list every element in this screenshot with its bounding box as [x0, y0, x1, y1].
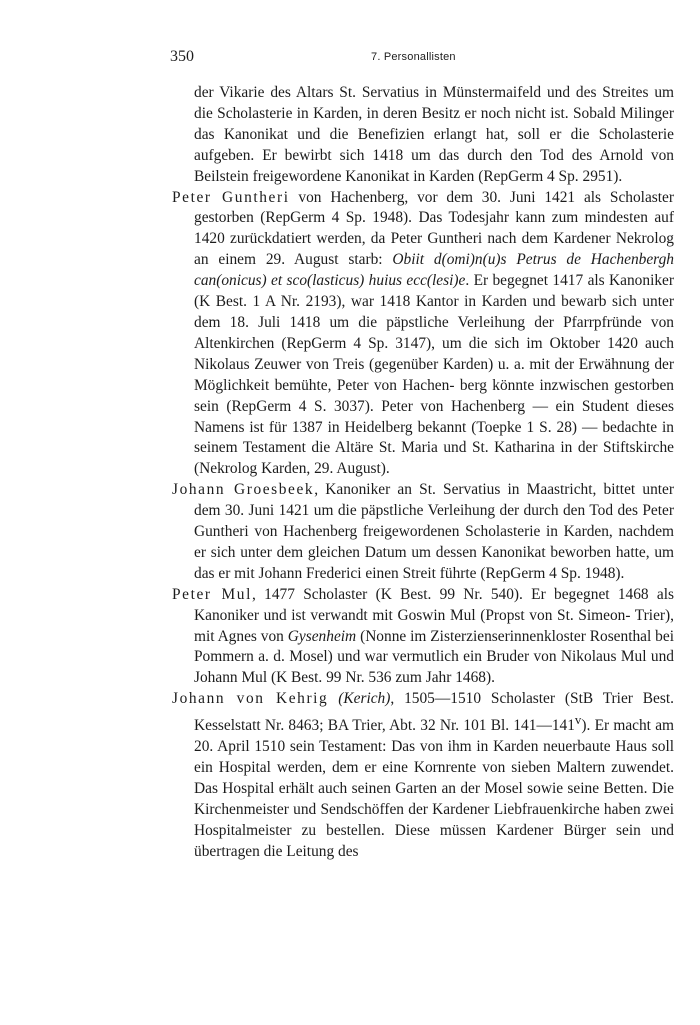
entry-peter-mul: [172, 585, 674, 690]
entry-name: Peter Mul: [172, 585, 252, 603]
entry-text: ). Er macht am 20. April 1510 sein Testament: Das von ihm in Karden neuerbaute Haus soll ein Hospital werden, dem er eine Kornrente von sieben Maltern zuwendet. Das Hospital erhält auch seinen Garten an der Mosel sowie seine Betten. Die Kirchenmeister und Sendschöffen der Kardener Liebfrauenkirche haben zwei Hospitalmeister zu bestellen. Diese müssen Kardener Bürger sein und übertragen die Leitung des: [194, 717, 674, 860]
entry-quote: Obiit d(omi)n(u)s Petrus de Hachenbergh can(onicus) et sco(lasticus) huius ecc(lesi)e: [194, 251, 674, 290]
entry-text: (Nonne im Zisterzienserinnenkloster Rosenthal bei Pommern a. d. Mosel) und war vermutlich ein Bruder von Nikolaus Mul und Johann Mul (K Best. 99 Nr. 536 zum Jahr 1468).: [194, 627, 674, 687]
entry-text: [328, 690, 338, 707]
entry-text: , Kanoniker an St. Servatius in Maastricht, bittet unter dem 30. Juni 1421 um die päpstliche Verleihung der durch den Tod des Peter Guntheri von Hachenberg freigewordenen Scholasterie in Karden, nachdem er sich unter dem gleichen Datum um dessen Kanonikat beworben hatte, um das er mit Johann Frederici einen Streit führte (RepGerm 4 Sp. 1948).: [194, 481, 675, 582]
page-number: 350: [170, 48, 194, 65]
entry-name-variant: (Kerich): [338, 690, 391, 708]
entry-name: Johann von Kehrig: [172, 690, 329, 708]
running-head: 7. Personallisten: [371, 51, 456, 63]
verso-superscript: v: [574, 713, 582, 728]
entry-peter-guntheri: [172, 188, 674, 481]
entry-johann-groesbeek: [172, 480, 674, 585]
entry-text: , 1477 Scholaster (K Best. 99 Nr. 540). Er begegnet 1468 als Kanoniker und ist verwandt mit Goswin Mul (Propst von St. Simeon- Trier), mit Agnes von: [194, 585, 675, 645]
entry-text: von Hachenberg, vor dem 30. Juni 1421 als Scholaster gestorben (RepGerm 4 Sp. 1948). Das Todesjahr kann zum mindesten auf 1420 zurückdatiert werden, da Peter Guntheri nach dem Kardener Nekrolog an einem 29. August starb:: [194, 188, 674, 269]
entry-name: Johann Groesbeek: [172, 481, 315, 499]
entry-text: . Er begegnet 1417 als Kanoniker (K Best. 1 A Nr. 2193), war 1418 Kantor in Karden und bewarb sich unter dem 18. Juli 1418 um die päpstliche Verleihung der Pfarrpfründe von Altenkirchen (RepGerm 4 Sp. 3147), um die sich im Oktober 1420 auch Nikolaus Zeuwer von Treis (gegenüber Karden) u. a. mit der Erwähnung der Möglichkeit bemühte, Peter von Hachen- berg könnte inzwischen gestorben sein (RepGerm 4 S. 3037). Peter von Hachenberg — ein Student dieses Namens ist für 1387 in Heidelberg bekannt (Toepke 1 S. 28) — bedachte in seinem Testament die Altäre St. Maria und St. Katharina in der Stiftskirche (Nekrolog Karden, 29. August).: [194, 272, 674, 478]
entry-continuation: [172, 83, 674, 188]
entry-text: der Vikarie des Altars St. Servatius in Münstermaifeld und des Streites um die Scholasterie in Karden, in deren Besitz er noch nicht ist. Sobald Milinger das Kanonikat und die Benefizien erlangt hat, soll er die Scholasterie aufgeben. Er bewirbt sich 1418 um das durch den Tod des Arnold von Beilstein freigewordene Kanonikat in Karden (RepGerm 4 Sp. 2951).: [194, 84, 674, 185]
entry-name: Peter Guntheri: [172, 188, 290, 206]
entry-text: , 1505—1510 Scholaster (StB Trier Best. Kesselstatt Nr. 8463; BA Trier, Abt. 32 Nr. 101 Bl. 141—141: [194, 690, 674, 735]
entry-place-name: Gysenheim: [287, 627, 357, 645]
body-text: [172, 83, 674, 863]
entry-johann-von-kehrig: [172, 689, 674, 862]
